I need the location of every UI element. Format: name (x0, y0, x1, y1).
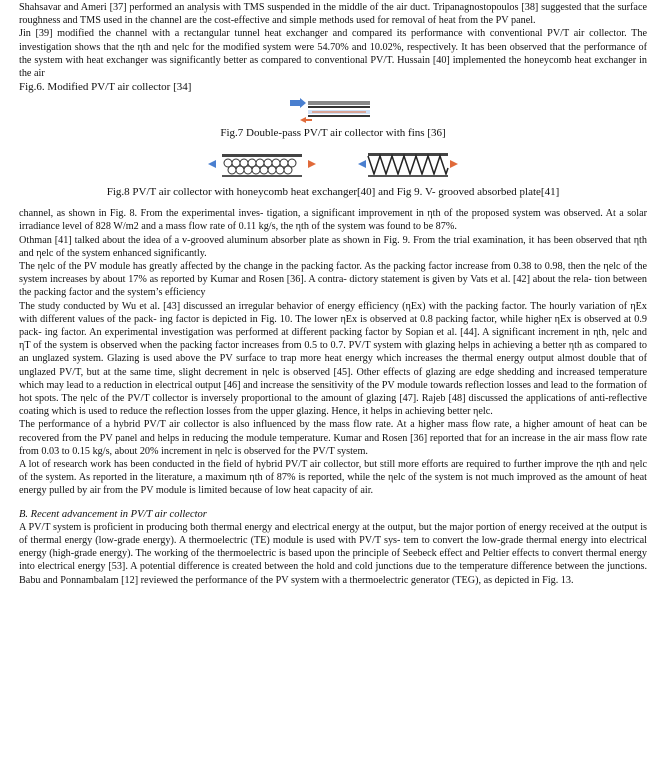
paragraph: A PV/T system is proficient in producing both thermal energy and electrical energy at the output, but the major portion of energy received at the output is of thermal energy (low-grade energy). A thermoelectric (TE) module is used with PV/T sys- tem to convert the low-grade thermal energy into electrical energy (high-grade energy). The working of the thermoelectric is based upon the principle of Seebeck effect and Peltier effects to convert thermal energy into electrical energy [53]. A potential difference is created between the hold and cold junctions due to the temperature difference between the junctions. Babu and Ponnambalam [12] reviewed the performance of the PV system with a thermoelectric generator (TEG), as depicted in Fig. 13. (19, 521, 647, 586)
figure-8-caption: Fig.8 PV/T air collector with honeycomb heat exchanger[40] and Fig 9. V- grooved absorbed plate[41] (106, 186, 560, 199)
paragraph: A lot of research work has been conducted in the field of hybrid PV/T air collector, but still more efforts are required to further improve the ηth and ηelc of the system. As reported in the literature, a maximum ηth of 87% is reported, while the ηelc of the system is not much improved as the amount of heat energy pulled by air from the PV module is limited because of low heat capacity of air. (19, 459, 647, 497)
figure-8-9-diagram (208, 150, 458, 182)
paragraph: Jin [39] modified the channel with a rectangular tunnel heat exchanger and compared its performance with conventional PV/T air collector. The investigation shows that the ηth and ηelc for the modified system were 54.70% and 10.02%, respectively. It has been observed that the performance of the system with heat exchanger was significantly better as compared to conventional PV/T. Hussain [40] implemented the honeycomb heat exchanger in the air (19, 28, 647, 80)
figure-7-diagram (288, 98, 378, 124)
figure-6-caption: Fig.6. Modified PV/T air collector [34] (19, 81, 192, 94)
paragraph: The study conducted by Wu et al. [43] discussed an irregular behavior of energy efficiency (ηEx) with the packing factor. The hourly variation of ηEx with different values of the pack- ing factor is depicted in Fig. 10. The lower ηEx is observed at 0.8 packing factor, while higher ηEx is observed at 0.9 pack- ing factor. An experimental investigation was performed at different packing factor by Sopian et al. [44]. A significant increment in ηth, ηelc and ηT of the system is observed when the packing factor increases from 0.5 to 0.7. PV/T system with glazing helps in achieving a better ηth as compared to an unglazed system. Glazing is used above the PV surface to trap more heat energy which increases the thermal energy output almost double that of unglazed PV/T, but at the same time, slight decrement in ηelc is observed [45]. Other effects of glazing are edge shedding and increased temperature which may lead to a reduction in electrical output [46] and increase the sensitivity of the PV module towards reflection losses and lead to the formation of hot spots. The ηelc of the PV/T collector is inversely proportional to the amount of glazing [47]. Rajeb [48] discussed the applications of anti-reflective coating which is used to reduce the reflection losses from the upper glazing. Hence, it helps in achieving better ηelc. (19, 300, 647, 418)
figure-7-caption: Fig.7 Double-pass PV/T air collector with fins [36] (220, 127, 446, 140)
paragraph: The performance of a hybrid PV/T air collector is also influenced by the mass flow rate. At a higher mass flow rate, a higher amount of heat can be recovered from the PV panel and helps in reducing the module temperature. Kumar and Rosen [36] reported that for an increase in the air mass flow rate from 0.03 to 0.15 kg/s, about 20% increment in ηelc is observed for the PV/T system. (19, 419, 647, 457)
section-heading: B. Recent advancement in PV/T air collector (19, 508, 207, 520)
paragraph: Shahsavar and Ameri [37] performed an analysis with TMS suspended in the middle of the air duct. Tripanagnostopoulos [38] suggested that the surface roughness and TMS used in the channel are the cost-effective and simple methods used for removal of heat from the PV panel. (19, 2, 647, 27)
paper-page (19, 1, 647, 587)
paragraph: channel, as shown in Fig. 8. From the experimental inves- tigation, a significant improvement in ηth of the proposed system was observed. At a solar irradiance level of 828 W/m2 and a mass flow rate of 0.11 kg/s, the ηth of the system was found to be 87%. (19, 208, 647, 233)
paragraph: Othman [41] talked about the idea of a v-grooved aluminum absorber plate as shown in Fig. 9. From the trial examination, it has been observed that ηth and ηelc of the system enhanced significantly. (19, 234, 647, 259)
paragraph: The ηelc of the PV module has greatly affected by the change in the packing factor. As the packing factor increase from 0.38 to 0.98, then the ηelc of the system increases by about 17% as reported by Kumar and Rosen [36]. A contra- dictory statement is given by Vats et al. [42] about the rela- tion between the packing factor and the system’s efficiency (19, 261, 647, 299)
